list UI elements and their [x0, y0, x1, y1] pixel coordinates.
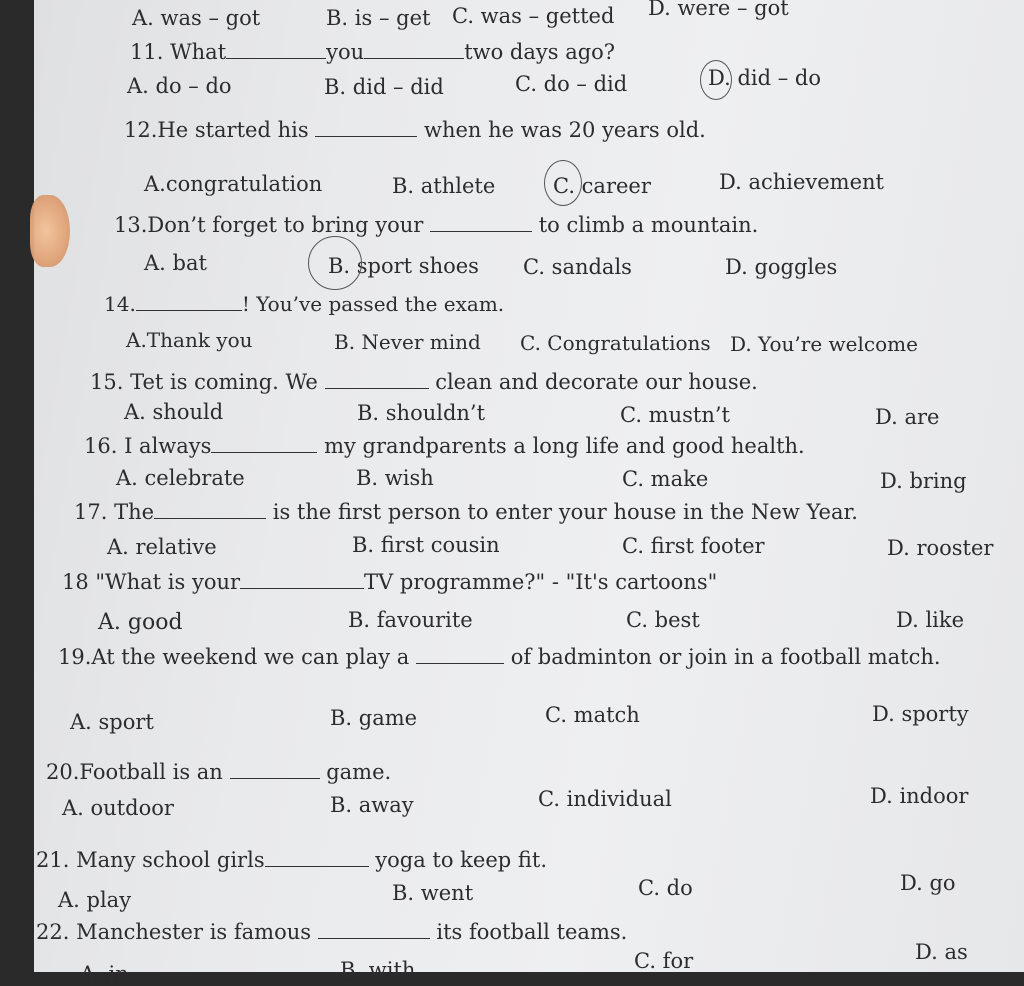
q11-option-a: A. do – do [127, 74, 232, 98]
q18-option-a: A. good [98, 610, 183, 635]
q20-blank [230, 777, 320, 779]
q17-blank [154, 517, 266, 519]
q13-option-b: B. sport shoes [328, 254, 479, 278]
q14-text-1: 14. [104, 292, 136, 316]
q11-blank-2 [364, 57, 464, 59]
q17-option-b: B. first cousin [352, 533, 500, 557]
q19-blank [416, 662, 504, 664]
q13-blank [430, 230, 532, 232]
q22-text-2: its football teams. [436, 920, 628, 944]
q14-blank [136, 309, 242, 311]
q19-option-b: B. game [330, 706, 418, 730]
q15-option-b: B. shouldn’t [357, 401, 486, 425]
q16-text-1: 16. I always [84, 434, 212, 458]
q19-stem [58, 645, 941, 669]
q14-text-2: ! You’ve passed the exam. [241, 292, 505, 316]
q10-option-b: B. is – get [326, 6, 431, 30]
q12-option-d: D. achievement [719, 170, 884, 194]
q11-blank-1 [226, 57, 326, 59]
q15-option-c: C. mustn’t [620, 403, 730, 427]
q15-option-d: D. are [875, 405, 940, 429]
q11-text-2: you [326, 40, 365, 64]
q21-option-d: D. go [900, 871, 956, 895]
q16-option-c: C. make [622, 467, 709, 491]
q18-blank [240, 587, 364, 589]
q15-option-a: A. should [124, 400, 224, 424]
q14-option-b: B. Never mind [334, 330, 481, 354]
answer-circle-q12 [544, 160, 582, 206]
q12-stem [124, 118, 706, 142]
q13-stem [114, 213, 758, 237]
q18-text-1: 18 "What is your [62, 570, 241, 594]
q11-text-1: 11. What [130, 40, 227, 64]
q18-option-c: C. best [626, 608, 700, 632]
q13-option-a: A. bat [144, 251, 207, 275]
q16-text-2: my grandparents a long life and good health. [324, 434, 805, 458]
q22-option-c: C. for [634, 949, 694, 973]
q22-text-1: 22. Manchester is famous [36, 920, 312, 944]
q12-text-2: when he was 20 years old. [423, 118, 706, 142]
q14-option-c: C. Congratulations [520, 331, 711, 355]
q11-option-c: C. do – did [515, 72, 628, 96]
q13-text-2: to climb a mountain. [538, 213, 759, 237]
q12-option-b: B. athlete [392, 174, 496, 198]
q16-option-b: B. wish [356, 466, 434, 490]
q19-option-d: D. sporty [872, 702, 969, 726]
q17-option-d: D. rooster [887, 536, 994, 560]
q10-option-c: C. was – getted [452, 4, 615, 28]
q21-option-a: A. play [58, 888, 132, 912]
q17-option-c: C. first footer [622, 534, 765, 558]
q22-stem [36, 920, 627, 944]
q15-text-1: 15. Tet is coming. We [90, 370, 318, 394]
q13-option-d: D. goggles [725, 255, 838, 279]
q15-stem [90, 370, 758, 394]
q16-stem [84, 434, 805, 458]
q14-option-d: D. You’re welcome [730, 332, 918, 356]
q11-option-b: B. did – did [324, 75, 444, 99]
q19-option-c: C. match [545, 703, 640, 727]
q12-option-a: A.congratulation [144, 172, 323, 196]
q20-stem [46, 760, 391, 784]
answer-circle-q13 [308, 236, 362, 290]
q16-option-d: D. bring [880, 469, 967, 493]
q11-text-3: two days ago? [464, 40, 616, 64]
q20-text-1: 20.Football is an [46, 760, 223, 784]
q20-option-b: B. away [330, 793, 414, 817]
q11-option-d: D. did – do [708, 66, 821, 90]
q18-text-2: TV programme?" - "It's cartoons" [364, 570, 718, 594]
q21-text-2: yoga to keep fit. [375, 848, 548, 872]
q17-text-2: is the first person to enter your house in the New Year. [272, 500, 858, 524]
q20-option-a: A. outdoor [62, 796, 174, 820]
q21-stem [36, 848, 547, 872]
q19-option-a: A. sport [70, 710, 154, 734]
q19-text-2: of badminton or join in a football match. [510, 645, 941, 669]
q12-blank [315, 135, 417, 137]
q15-blank [325, 387, 429, 389]
q22-option-d: D. as [915, 940, 968, 964]
q16-option-a: A. celebrate [116, 466, 245, 490]
q21-text-1: 21. Many school girls [36, 848, 265, 872]
q22-option-b: B. with [340, 958, 416, 982]
q18-option-b: B. favourite [348, 608, 473, 632]
finger [30, 195, 70, 267]
q13-option-c: C. sandals [523, 255, 632, 279]
q20-text-2: game. [326, 760, 392, 784]
q19-text-1: 19.At the weekend we can play a [58, 645, 410, 669]
q11-stem [130, 40, 615, 64]
q15-text-2: clean and decorate our house. [435, 370, 758, 394]
q14-option-a: A.Thank you [126, 328, 253, 352]
q21-option-b: B. went [392, 881, 474, 905]
answer-circle-q11 [700, 60, 732, 100]
q12-option-c: C. career [553, 174, 651, 198]
q17-stem [74, 500, 858, 524]
q18-option-d: D. like [896, 608, 965, 632]
q17-text-1: 17. The [74, 500, 155, 524]
q18-stem [62, 570, 717, 594]
q14-stem [104, 292, 504, 316]
q22-blank [318, 937, 430, 939]
q10-option-a: A. was – got [132, 6, 261, 30]
q13-text-1: 13.Don’t forget to bring your [114, 213, 424, 237]
q22-option-a: A. in [80, 962, 129, 986]
q21-option-c: C. do [638, 876, 693, 900]
q20-option-c: C. individual [538, 787, 672, 811]
q21-blank [265, 865, 369, 867]
q10-option-d: D. were – got [648, 0, 789, 20]
q12-text-1: 12.He started his [124, 118, 309, 142]
q20-option-d: D. indoor [870, 784, 969, 808]
q16-blank [211, 451, 317, 453]
q17-option-a: A. relative [107, 535, 217, 559]
